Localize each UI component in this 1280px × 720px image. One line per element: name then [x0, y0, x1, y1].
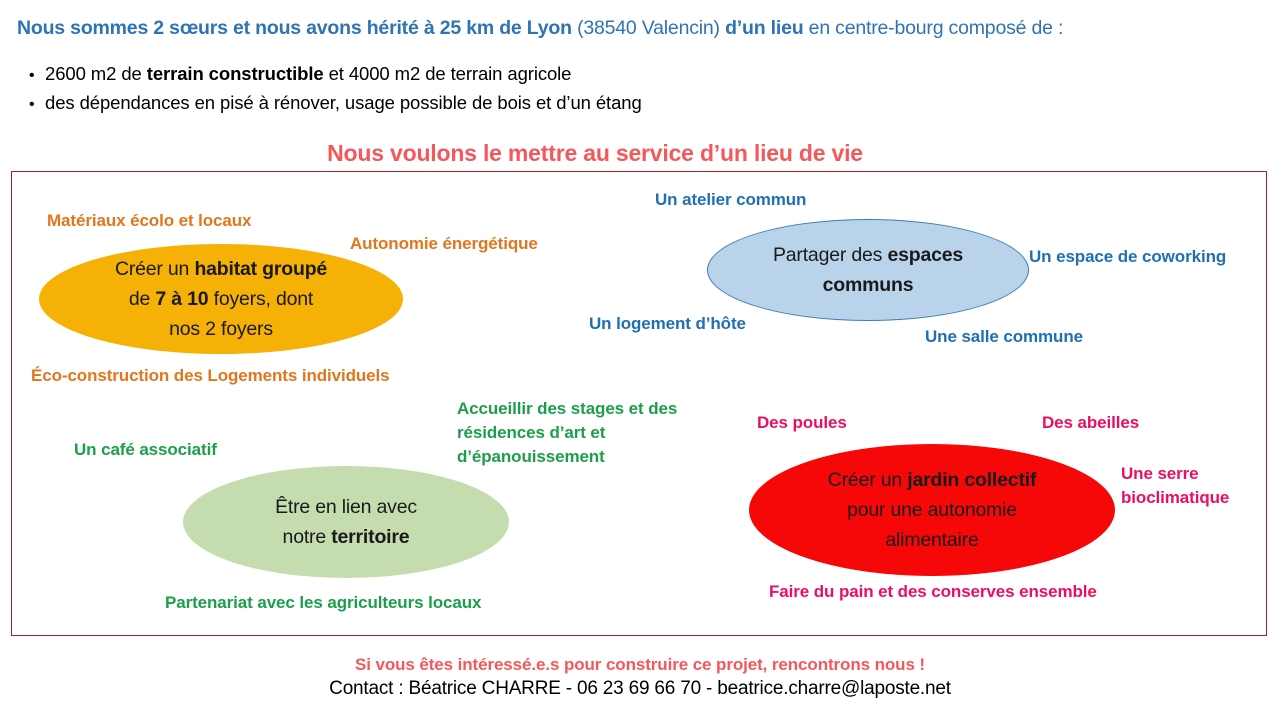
bullet-text: 2600 m2 de terrain constructible et 4000 m2 de terrain agricole — [45, 63, 572, 84]
label-salle-commune: Une salle commune — [925, 327, 1083, 346]
label-materiaux-ecolo: Matériaux écolo et locaux — [47, 211, 252, 230]
ellipse-jardin-text — [814, 465, 1051, 555]
ellipse-habitat-text — [101, 254, 341, 344]
ellipse-text-line: pour une autonomie — [847, 499, 1017, 521]
ellipse-text-line: Créer un habitat groupé — [114, 258, 328, 280]
ellipse-habitat-groupe[interactable] — [39, 244, 403, 354]
label-serre-bioclimatique: Une serre bioclimatique — [1121, 464, 1230, 507]
label-logement-hote: Un logement d’hôte — [589, 314, 746, 333]
ellipse-territoire[interactable] — [183, 466, 509, 578]
ellipse-text-line: nos 2 foyers — [169, 318, 273, 340]
label-accueillir-stages: Accueillir des stages et des résidences d’art et d’épanouissement — [457, 399, 678, 466]
ellipse-text-line: de 7 à 10 foyers, dont — [128, 288, 314, 310]
ellipse-espaces-communs[interactable] — [707, 219, 1029, 321]
footer-call-to-action: Si vous êtes intéressé.e.s pour construire ce projet, rencontrons nous ! — [354, 655, 925, 674]
ellipse-text-line: Être en lien avec — [275, 496, 417, 518]
ellipse-jardin-collectif[interactable] — [749, 444, 1115, 576]
ellipse-territoire-text — [261, 492, 431, 552]
ellipse-text-line: Créer un jardin collectif — [827, 469, 1037, 491]
bullet-marker-icon: • — [29, 67, 35, 84]
ellipse-espaces-text — [759, 240, 977, 300]
intro-bullet-list — [17, 60, 1117, 118]
bullet-marker-icon: • — [29, 96, 35, 113]
ellipse-text-line: notre territoire — [282, 526, 410, 548]
intro-heading: Nous sommes 2 sœurs et nous avons hérité à 25 km de Lyon (38540 Valencin) d’un lieu en centre-bourg composé de : — [17, 17, 1064, 39]
section-title: Nous voulons le mettre au service d’un lieu de vie — [327, 140, 863, 166]
ellipse-text-line: Partager des espaces — [772, 244, 964, 266]
label-autonomie-energetique: Autonomie énergétique — [350, 234, 538, 253]
label-espace-coworking: Un espace de coworking — [1029, 247, 1227, 266]
footer-contact-line: Contact : Béatrice CHARRE - 06 23 69 66 70 - beatrice.charre@laposte.net — [329, 678, 951, 699]
ellipse-text-line: alimentaire — [885, 529, 979, 551]
label-cafe-associatif: Un café associatif — [74, 440, 217, 459]
bullet-text: des dépendances en pisé à rénover, usage possible de bois et d’un étang — [45, 92, 642, 113]
label-des-poules: Des poules — [757, 413, 847, 432]
label-faire-du-pain: Faire du pain et des conserves ensemble — [769, 582, 1097, 601]
bullet-item — [17, 89, 1117, 118]
label-des-abeilles: Des abeilles — [1042, 413, 1140, 432]
bullet-item — [17, 60, 1117, 89]
ellipse-text-line: communs — [822, 274, 914, 296]
label-atelier-commun: Un atelier commun — [655, 190, 807, 209]
diagram-frame — [11, 171, 1267, 636]
label-partenariat-agriculteurs: Partenariat avec les agriculteurs locaux — [165, 593, 482, 612]
label-eco-construction: Éco-construction des Logements individuels — [31, 366, 390, 385]
